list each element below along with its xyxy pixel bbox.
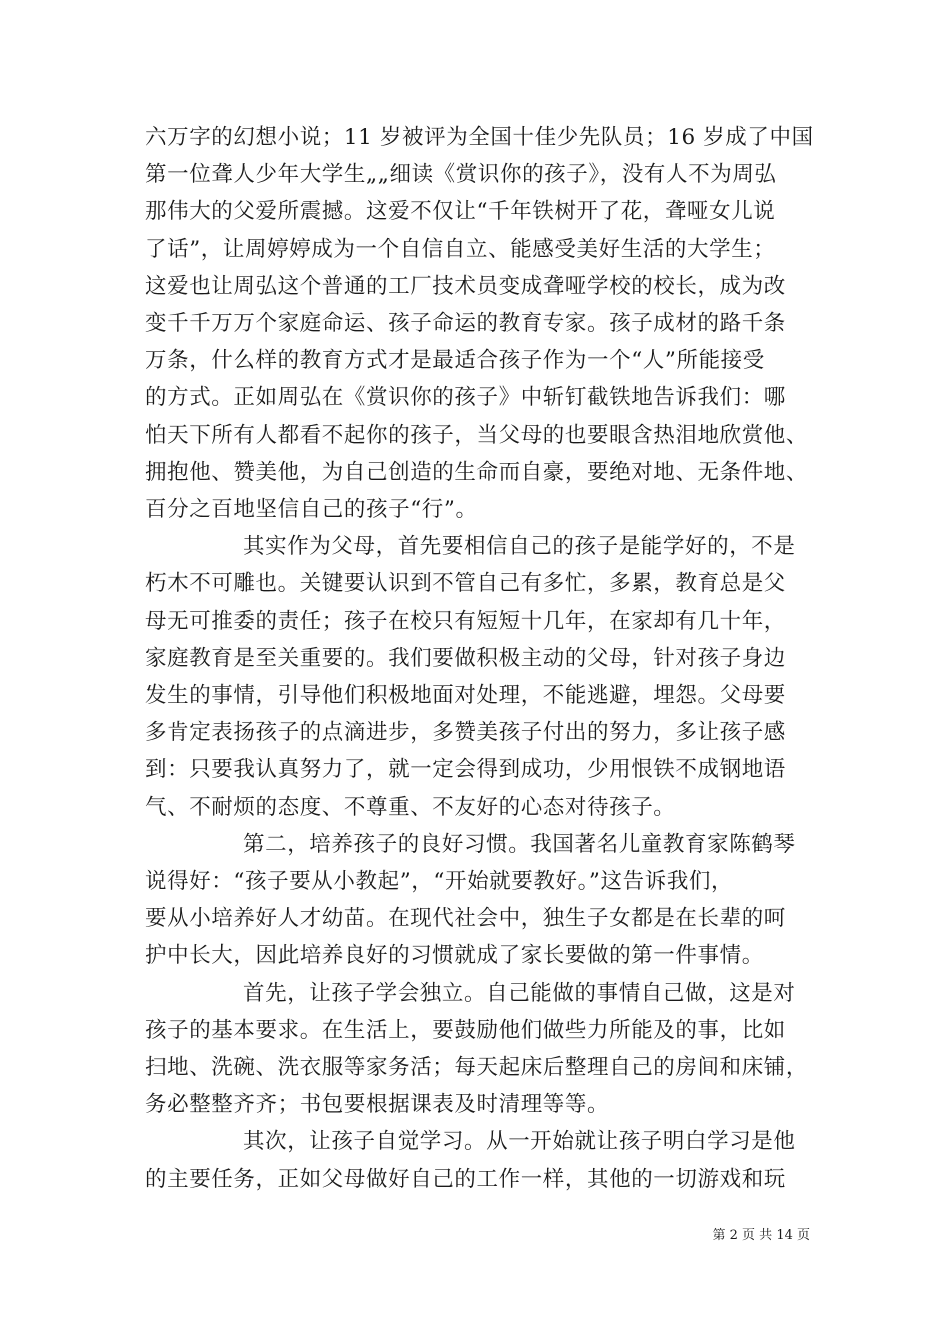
text-line: 万条，什么样的教育方式才是最适合孩子作为一个“人”所能接受 bbox=[145, 348, 765, 374]
text-line: 务必整整齐齐；书包要根据课表及时清理等等。 bbox=[145, 1092, 610, 1118]
paragraph bbox=[145, 975, 825, 1124]
text-line: 孩子的基本要求。在生活上，要鼓励他们做些力所能及的事，比如 bbox=[145, 1017, 786, 1043]
paragraph bbox=[145, 1123, 825, 1197]
text-line: 怕天下所有人都看不起你的孩子，当父母的也要眼含热泪地欣赏他、 bbox=[145, 422, 809, 448]
text-line: 这爱也让周弘这个普通的工厂技术员变成聋哑学校的校长，成为改 bbox=[145, 273, 786, 299]
paragraph bbox=[145, 826, 825, 975]
text-line: 第一位聋人少年大学生„„细读《赏识你的孩子》，没有人不为周弘 bbox=[145, 162, 777, 188]
text-line: 变千千万万个家庭命运、孩子命运的教育专家。孩子成材的路千条 bbox=[145, 311, 786, 337]
text-line: 百分之百地坚信自己的孩子“行”。 bbox=[145, 497, 478, 523]
text-line: 其实作为父母，首先要相信自己的孩子是能学好的，不是 bbox=[243, 534, 796, 560]
text-line: 那伟大的父爱所震撼。这爱不仅让“千年铁树开了花，聋哑女儿说 bbox=[145, 199, 776, 225]
paragraph bbox=[145, 119, 825, 528]
text-line: 的主要任务，正如父母做好自己的工作一样，其他的一切游戏和玩 bbox=[145, 1166, 786, 1192]
text-line: 朽木不可雕也。关键要认识到不管自己有多忙，多累，教育总是父 bbox=[145, 571, 786, 597]
text-line: 多肯定表扬孩子的点滴进步，多赞美孩子付出的努力，多让孩子感 bbox=[145, 720, 786, 746]
text-line: 拥抱他、赞美他，为自己创造的生命而自豪，要绝对地、无条件地、 bbox=[145, 459, 809, 485]
text-line: 说得好：“孩子要从小教起”，“开始就要教好。”这告诉我们， bbox=[145, 869, 734, 895]
text-line: 了话”，让周婷婷成为一个自信自立、能感受美好生活的大学生； bbox=[145, 236, 776, 262]
text-line: 家庭教育是至关重要的。我们要做积极主动的父母，针对孩子身边 bbox=[145, 645, 786, 671]
text-line: 六万字的幻想小说；11 岁被评为全国十佳少先队员；16 岁成了中国 bbox=[145, 125, 814, 150]
paragraph bbox=[145, 528, 825, 826]
page-number-footer: 第 2 页 共 14 页 bbox=[712, 1228, 810, 1243]
text-line: 护中长大，因此培养良好的习惯就成了家长要做的第一件事情。 bbox=[145, 943, 764, 969]
text-line: 母无可推委的责任；孩子在校只有短短十几年，在家却有几十年， bbox=[145, 608, 786, 634]
text-line: 发生的事情，引导他们积极地面对处理，不能逃避，埋怨。父母要 bbox=[145, 683, 786, 709]
text-line: 到：只要我认真努力了，就一定会得到成功，少用恨铁不成钢地语 bbox=[145, 757, 786, 783]
text-line: 气、不耐烦的态度、不尊重、不友好的心态对待孩子。 bbox=[145, 794, 676, 820]
text-line: 的方式。正如周弘在《赏识你的孩子》中斩钉截铁地告诉我们：哪 bbox=[145, 385, 786, 411]
text-line: 第二，培养孩子的良好习惯。我国著名儿童教育家陈鹤琴 bbox=[243, 831, 796, 857]
text-line: 要从小培养好人才幼苗。在现代社会中，独生子女都是在长辈的呵 bbox=[145, 906, 786, 932]
body-text bbox=[145, 119, 825, 1198]
text-line: 扫地、洗碗、洗衣服等家务活；每天起床后整理自己的房间和床铺， bbox=[145, 1055, 809, 1081]
text-line: 其次，让孩子自觉学习。从一开始就让孩子明白学习是他 bbox=[243, 1129, 796, 1155]
text-line: 首先，让孩子学会独立。自己能做的事情自己做，这是对 bbox=[243, 980, 796, 1006]
